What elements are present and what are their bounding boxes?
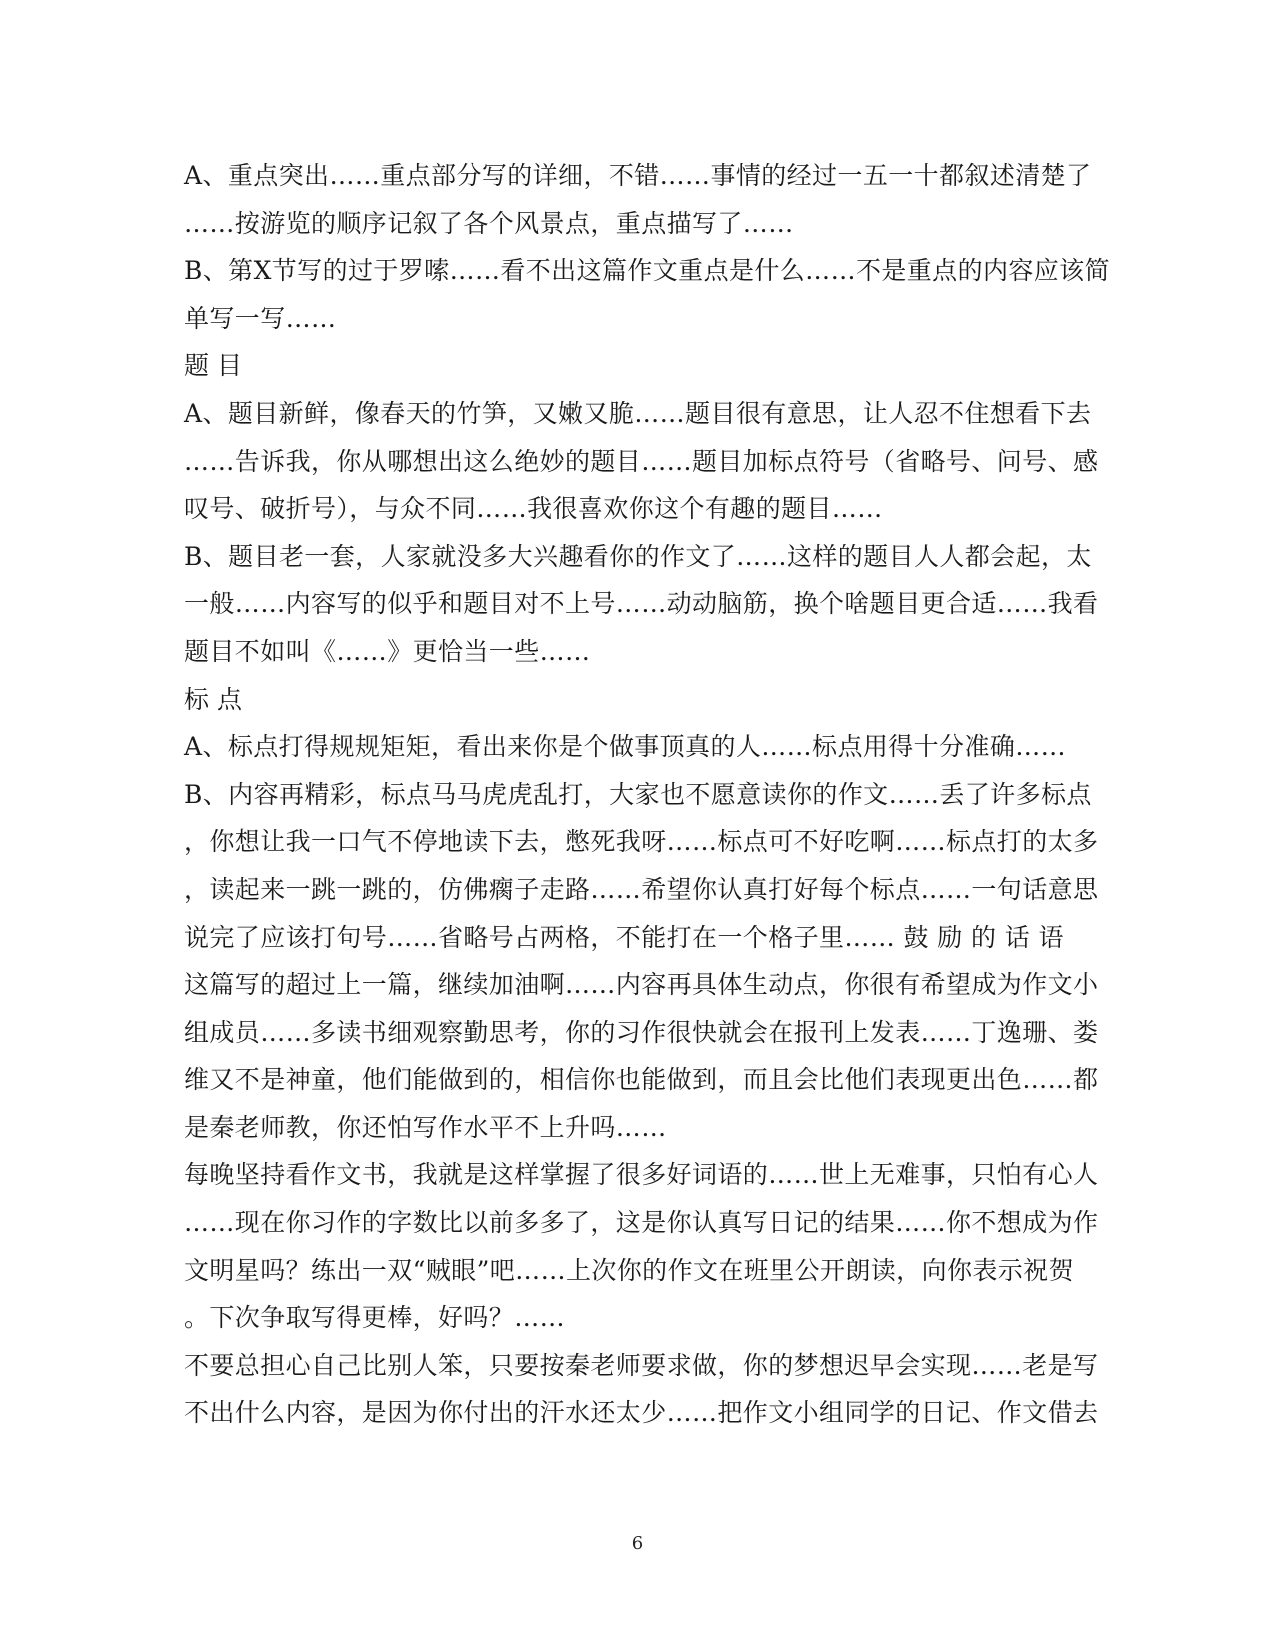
- text-line: ……现在你习作的字数比以前多多了，这是你认真写日记的结果……你不想成为作: [184, 1208, 1099, 1238]
- text-line: A、题目新鲜，像春天的竹笋，又嫩又脆……题目很有意思，让人忍不住想看下去: [184, 398, 1092, 428]
- page-body: [184, 152, 1110, 1437]
- text-line: B、题目老一套，人家就没多大兴趣看你的作文了……这样的题目人人都会起，太: [184, 541, 1092, 571]
- text-line: 叹号、破折号），与众不同……我很喜欢你这个有趣的题目……: [184, 494, 883, 524]
- text-line: A、标点打得规规矩矩，看出来你是个做事顶真的人……标点用得十分准确……: [184, 732, 1067, 762]
- section-heading-punctuation: 标 点: [184, 684, 242, 714]
- text-line: 组成员……多读书细观察勤思考，你的习作很快就会在报刊上发表……丁逸珊、娄: [184, 1017, 1099, 1047]
- text-line: 一般……内容写的似乎和题目对不上号……动动脑筋，换个啥题目更合适……我看: [184, 589, 1099, 619]
- section-heading-title: 题 目: [184, 351, 242, 381]
- text-line: B、内容再精彩，标点马马虎虎乱打，大家也不愿意读你的作文……丢了许多标点: [184, 779, 1092, 809]
- page-number: 6: [631, 1533, 644, 1554]
- text-line: B、第X节写的过于罗嗦……看不出这篇作文重点是什么……不是重点的内容应该简: [184, 256, 1110, 286]
- text-line: 单写一写……: [184, 303, 337, 333]
- text-line: 维又不是神童，他们能做到的，相信你也能做到，而且会比他们表现更出色……都: [184, 1065, 1099, 1095]
- text-line: 每晚坚持看作文书，我就是这样掌握了很多好词语的……世上无难事，只怕有心人: [184, 1160, 1099, 1190]
- text-line: 说完了应该打句号……省略号占两格，不能打在一个格子里…… 鼓 励 的 话 语: [184, 922, 1064, 952]
- text-line: ……告诉我，你从哪想出这么绝妙的题目……题目加标点符号（省略号、问号、感: [184, 446, 1099, 476]
- text-line: 不出什么内容，是因为你付出的汗水还太少……把作文小组同学的日记、作文借去: [184, 1398, 1099, 1428]
- text-line: A、重点突出……重点部分写的详细，不错……事情的经过一五一十都叙述清楚了: [184, 161, 1092, 190]
- text-line: ，读起来一跳一跳的，仿佛瘸子走路……希望你认真打好每个标点……一句话意思: [184, 874, 1099, 904]
- text-line: 文明星吗？练出一双“贼眼”吧……上次你的作文在班里公开朗读，向你表示祝贺: [184, 1255, 1074, 1285]
- text-line: ……按游览的顺序记叙了各个风景点，重点描写了……: [184, 208, 794, 238]
- text-line: 题目不如叫《……》更恰当一些……: [184, 636, 591, 666]
- text-line: 。下次争取写得更棒，好吗？……: [184, 1303, 566, 1333]
- text-line: 这篇写的超过上一篇，继续加油啊……内容再具体生动点，你很有希望成为作文小: [184, 970, 1099, 1000]
- text-line: 是秦老师教，你还怕写作水平不上升吗……: [184, 1112, 667, 1142]
- text-line: 不要总担心自己比别人笨，只要按秦老师要求做，你的梦想迟早会实现……老是写: [184, 1350, 1099, 1380]
- text-line: ，你想让我一口气不停地读下去，憋死我呀……标点可不好吃啊……标点打的太多: [184, 827, 1099, 857]
